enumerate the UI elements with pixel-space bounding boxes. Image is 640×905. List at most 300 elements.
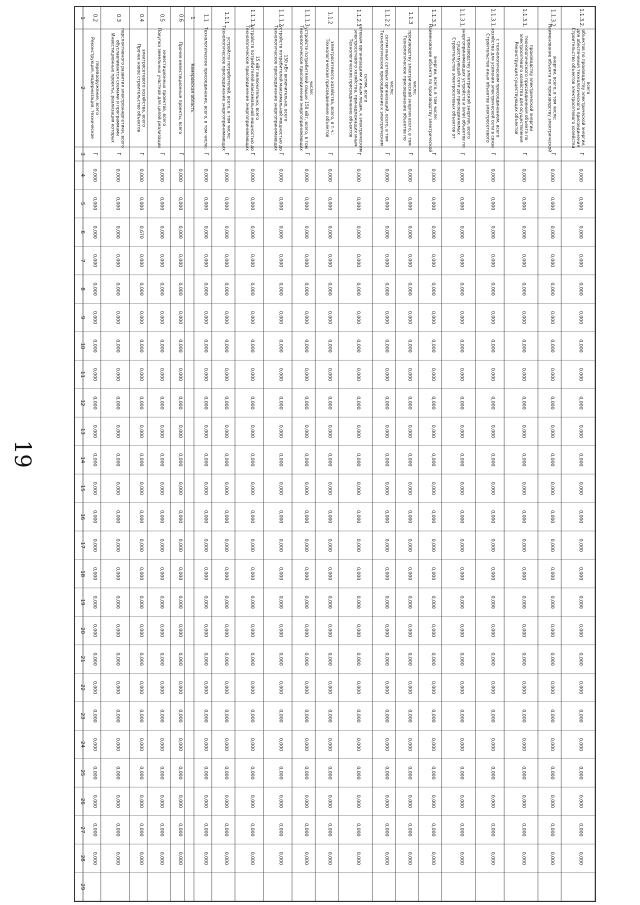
table-cell: 0,000 — [177, 652, 183, 666]
table-cell: 0,000 — [326, 453, 332, 467]
table-cell: 0,000 — [549, 197, 555, 211]
table-cell: 0,000 — [577, 396, 583, 410]
table-cell: 0,000 — [326, 168, 332, 182]
column-number: 9 — [78, 315, 85, 320]
table-cell: 0,000 — [137, 624, 143, 638]
table-cell: 0,000 — [177, 481, 183, 495]
table-cell: 0,000 — [114, 168, 120, 182]
table-cell: 0,000 — [303, 254, 309, 268]
table-cell: 0,000 — [326, 680, 332, 695]
table-cell: 0,000 — [406, 310, 412, 325]
table-cell: 0,000 — [354, 680, 360, 695]
table-cell: 0,000 — [91, 254, 97, 268]
table-cell: 0,000 — [277, 851, 283, 865]
row-unit: Г — [355, 152, 362, 156]
table-cell: 0,000 — [177, 424, 183, 438]
table-cell: 0,000 — [248, 652, 254, 666]
table-cell: 0,000 — [303, 168, 309, 182]
table-cell: 0,000 — [549, 737, 555, 752]
table-cell: 0,000 — [354, 709, 360, 723]
table-cell: 0,000 — [354, 481, 360, 495]
table-cell: 0,000 — [177, 453, 183, 467]
table-cell: 0,000 — [489, 823, 495, 837]
table-cell: 0,000 — [137, 595, 143, 609]
table-cell: 0,000 — [429, 680, 435, 695]
table-cell: 0,000 — [177, 339, 183, 353]
table-cell: 0,000 — [577, 624, 583, 638]
table-cell: 0,000 — [429, 396, 435, 410]
table-cell: 0,000 — [520, 197, 526, 211]
table-cell: 0,000 — [354, 510, 360, 524]
table-cell: 0,000 — [458, 254, 464, 268]
table-cell: 0,000 — [458, 367, 464, 382]
column-number: 10 — [78, 342, 85, 350]
table-cell: 0,000 — [91, 481, 97, 495]
row-code: 1.1.1.3 — [303, 9, 310, 27]
table-cell: 0,000 — [114, 680, 120, 695]
table-cell: 0,000 — [354, 823, 360, 837]
table-cell: 0,000 — [223, 254, 229, 268]
table-cell: 0,000 — [326, 652, 332, 666]
table-cell: 0,000 — [303, 225, 309, 239]
table-cell: 0,000 — [158, 282, 164, 296]
column-number: 29 — [78, 883, 85, 891]
table-cell: 0,000 — [114, 254, 120, 268]
column-number: 26 — [78, 798, 85, 805]
table-cell: 0,000 — [248, 567, 254, 581]
table-cell: 0,000 — [458, 851, 464, 865]
table-cell: 0,000 — [520, 567, 526, 581]
table-cell: 0,000 — [326, 197, 332, 211]
table-cell: 0,000 — [429, 538, 435, 552]
table-cell: 0,000 — [202, 567, 208, 581]
table-cell: 0,000 — [303, 538, 309, 552]
table-cell: 0,000 — [458, 453, 464, 467]
table-cell: 0,000 — [177, 197, 183, 211]
row-description: Реконструкция существующих объектовэлектросетевого хозяйства для осуществлениятехнологического присоединения объекта попроизводству электрической энергии — [513, 33, 534, 143]
row-unit: Г — [303, 152, 310, 156]
table-cell: 0,000 — [520, 310, 526, 325]
row-description: Строительство иных объектов электросетевогохозяйства для усиления электрической сети в связис технологическим присоединением, всего — [484, 28, 500, 148]
table-cell: 0,000 — [458, 282, 464, 296]
table-cell: 0,000 — [354, 851, 360, 865]
table-cell: 0,000 — [177, 794, 183, 808]
table-cell: 0,000 — [91, 282, 97, 296]
table-cell: 0,000 — [303, 339, 309, 353]
table-cell: 0,000 — [202, 310, 208, 325]
table-cell: 0,000 — [303, 652, 309, 666]
table-cell: 0,000 — [177, 538, 183, 552]
table-cell: 0,000 — [177, 254, 183, 268]
table-cell: 0,000 — [549, 168, 555, 182]
table-cell: 0,000 — [429, 652, 435, 666]
table-cell: 0,000 — [429, 624, 435, 638]
table-cell: 0,000 — [277, 823, 283, 837]
table-cell: 0,000 — [489, 538, 495, 552]
table-cell: 0,000 — [458, 624, 464, 638]
table-cell: 0,000 — [202, 709, 208, 723]
table-cell: 0,000 — [303, 624, 309, 638]
table-cell: 0,000 — [277, 367, 283, 382]
row-code: 1.1.1 — [223, 11, 230, 25]
row-code: 0.6 — [177, 14, 184, 22]
row-description: Строительство объектов электросетевого хозяйствадля обеспечения технологического присоединенияобъектов по производству электрической энергии,всего — [570, 27, 591, 149]
table-cell: 0,000 — [303, 766, 309, 780]
table-cell: 0,000 — [91, 567, 97, 581]
table-cell: 0,000 — [326, 709, 332, 723]
table-cell: 0,000 — [277, 339, 283, 353]
row-unit: Г — [520, 152, 527, 156]
table-cell: 0,000 — [177, 823, 183, 837]
table-cell: 0,000 — [137, 510, 143, 524]
table-cell: 0,000 — [223, 709, 229, 723]
table-cell: 0,000 — [577, 367, 583, 382]
table-cell: 0,000 — [248, 737, 254, 752]
table-cell: 0,000 — [137, 396, 143, 410]
table-cell: 0,000 — [406, 225, 412, 239]
table-cell: 0,000 — [277, 624, 283, 638]
table-cell: 0,000 — [489, 367, 495, 382]
row-description: Прочие инвестиционные проекты, всего — [177, 41, 183, 135]
column-number: 7 — [78, 258, 85, 263]
table-cell: 0,000 — [223, 737, 229, 752]
table-cell: 0,000 — [489, 424, 495, 438]
table-cell: 0,000 — [303, 680, 309, 695]
table-cell: 0,000 — [383, 680, 389, 695]
table-cell: 0,000 — [354, 396, 360, 410]
table-cell: 0,000 — [91, 538, 97, 552]
table-cell: 0,000 — [520, 794, 526, 808]
table-cell: 0,000 — [549, 595, 555, 609]
row-description: Технологическое присоединение, всего, в том числе: — [202, 27, 208, 149]
table-cell: 0,000 — [248, 709, 254, 723]
table-cell: 0,000 — [248, 595, 254, 609]
table-cell: 0,000 — [383, 709, 389, 723]
table-cell: 0,000 — [303, 851, 309, 865]
table-cell: 0,000 — [406, 652, 412, 666]
table-cell: 0,000 — [114, 766, 120, 780]
table-cell: 0,000 — [326, 567, 332, 581]
table-cell: 0,000 — [137, 254, 143, 268]
table-cell: 0,000 — [114, 737, 120, 752]
table-cell: 0,000 — [91, 453, 97, 467]
table-cell: 0,000 — [458, 396, 464, 410]
row-description: Технологическое присоединение объектовэлектросетевого хозяйства, всего, в т.ч.: — [323, 38, 334, 138]
table-cell: 0,000 — [326, 282, 332, 296]
row-code: 1.1.2 — [326, 11, 333, 25]
table-cell: 0,000 — [177, 225, 183, 239]
row-unit: Г — [577, 152, 584, 156]
table-cell: 0,000 — [223, 766, 229, 780]
table-cell: 0,000 — [277, 310, 283, 325]
table-cell: 0,000 — [177, 709, 183, 723]
table-cell: 0,000 — [489, 709, 495, 723]
table-cell: 0,000 — [326, 538, 332, 552]
table-cell: 0,000 — [520, 766, 526, 780]
table-cell: 0,000 — [577, 310, 583, 325]
table-cell: 0,000 — [277, 197, 283, 211]
table-cell: 0,000 — [91, 652, 97, 666]
table-cell: 0,000 — [137, 538, 143, 552]
table-cell: 0,000 — [91, 197, 97, 211]
table-cell: 0,000 — [354, 794, 360, 808]
table-cell: 0,000 — [158, 680, 164, 695]
table-cell: 0,000 — [303, 396, 309, 410]
table-cell: 0,000 — [549, 680, 555, 695]
table-cell: 0,000 — [577, 595, 583, 609]
table-cell: 0,000 — [383, 197, 389, 211]
row-code: 1.1.3.1 — [429, 9, 436, 27]
table-cell: 0,000 — [520, 339, 526, 353]
table-cell: 0,000 — [354, 282, 360, 296]
table-cell: 0,000 — [326, 794, 332, 808]
table-cell: 0,000 — [383, 794, 389, 808]
table-cell: 0,000 — [489, 680, 495, 695]
table-cell: 0,000 — [489, 624, 495, 638]
table-cell: 0,000 — [354, 424, 360, 438]
table-cell: 0,000 — [489, 737, 495, 752]
table-cell: 0,000 — [114, 794, 120, 808]
table-cell: 0,000 — [177, 680, 183, 695]
table-cell: 0,000 — [303, 481, 309, 495]
column-number: 15 — [78, 485, 85, 492]
table-cell: 0,000 — [303, 737, 309, 752]
table-cell: 0,670 — [137, 225, 143, 239]
table-cell: 0,000 — [326, 424, 332, 438]
table-cell: 0,000 — [202, 339, 208, 353]
table-cell: 0,000 — [489, 766, 495, 780]
table-cell: 0,000 — [137, 851, 143, 865]
table-cell: 0,000 — [489, 595, 495, 609]
table-cell: 0,000 — [383, 567, 389, 581]
table-cell: 0,000 — [354, 652, 360, 666]
column-number: 22 — [78, 684, 85, 691]
table-cell: 0,000 — [383, 823, 389, 837]
table-cell: 0,000 — [458, 197, 464, 211]
table-cell: 0,000 — [158, 823, 164, 837]
row-code: 1.1.2.2 — [383, 9, 390, 27]
table-cell: 0,000 — [429, 567, 435, 581]
table-cell: 0,000 — [177, 396, 183, 410]
table-cell: 0,000 — [137, 737, 143, 752]
row-description: Технологическое присоединение энергопринимающихустройств потребителей, всего, в том числе: — [220, 25, 231, 151]
table-cell: 0,000 — [158, 851, 164, 865]
table-cell: 0,000 — [114, 225, 120, 239]
table-cell: 0,000 — [303, 567, 309, 581]
table-cell: 0,000 — [429, 823, 435, 837]
table-cell: 0,000 — [114, 396, 120, 410]
table-cell: 0,000 — [520, 282, 526, 296]
table-cell: 0,000 — [277, 595, 283, 609]
table-cell: 0,000 — [277, 481, 283, 495]
table-cell: 0,000 — [223, 168, 229, 182]
table-cell: 0,000 — [406, 396, 412, 410]
table-cell: 0,000 — [223, 595, 229, 609]
column-number: 4 — [78, 173, 85, 177]
table-cell: 0,000 — [91, 737, 97, 752]
table-cell: 0,000 — [303, 510, 309, 524]
table-cell: 0,000 — [354, 737, 360, 752]
table-cell: 0,000 — [326, 595, 332, 609]
table-cell: 0,000 — [202, 197, 208, 211]
column-number: 24 — [78, 741, 85, 748]
table-cell: 0,000 — [458, 823, 464, 837]
table-cell: 0,000 — [549, 310, 555, 325]
table-cell: 0,000 — [458, 481, 464, 495]
table-cell: 0,000 — [303, 595, 309, 609]
table-cell: 0,000 — [248, 197, 254, 211]
table-cell: 0,000 — [158, 453, 164, 467]
table-cell: 0,000 — [383, 254, 389, 268]
row-unit: Г — [223, 152, 230, 156]
column-number: 5 — [78, 202, 85, 206]
table-cell: 0,000 — [429, 510, 435, 524]
table-cell: 0,000 — [202, 510, 208, 524]
table-cell: 0,000 — [326, 310, 332, 325]
table-cell: 0,000 — [277, 168, 283, 182]
row-unit: Г — [383, 152, 390, 156]
table-cell: 0,000 — [406, 794, 412, 808]
table-cell: 0,000 — [406, 538, 412, 552]
table-cell: 0,000 — [520, 823, 526, 837]
table-cell: 0,000 — [223, 624, 229, 638]
table-cell: 0,000 — [383, 851, 389, 865]
row-code: 1.1.3.1. — [520, 8, 527, 28]
table-cell: 0,000 — [137, 310, 143, 325]
table-cell: 0,000 — [137, 453, 143, 467]
table-cell: 0,000 — [114, 481, 120, 495]
table-cell: 0,000 — [549, 424, 555, 438]
table-cell: 0,000 — [429, 453, 435, 467]
table-cell: 0,000 — [577, 424, 583, 438]
table-cell: 0,000 — [114, 367, 120, 382]
table-cell: 0,000 — [549, 652, 555, 666]
table-cell: 0,000 — [137, 567, 143, 581]
table-cell: 0,000 — [326, 396, 332, 410]
table-cell: 0,000 — [577, 737, 583, 752]
row-unit: Г — [277, 152, 284, 156]
row-unit: Г — [406, 152, 413, 156]
row-description: Технологическое присоединение объектовэлектросетевого хозяйства, принадлежащих инымсетевым организациям и иным лицам, к электрическимсетям, всего — [347, 24, 368, 152]
table-cell: 0,000 — [429, 310, 435, 325]
row-description: Наименование объекта по производству электрическойэнергии, всего, в том числе: — [427, 23, 438, 153]
table-cell: 0,000 — [303, 282, 309, 296]
table-cell: 0,000 — [303, 794, 309, 808]
table-cell: 0,000 — [114, 851, 120, 865]
table-cell: 0,000 — [549, 396, 555, 410]
table-cell: 0,000 — [549, 453, 555, 467]
row-description: Реконструкция, модернизация, техническоеперевооружение, всего — [88, 37, 99, 139]
table-cell: 0,000 — [114, 823, 120, 837]
table-cell: 0,000 — [429, 794, 435, 808]
table-cell: 0,000 — [577, 168, 583, 182]
table-cell: 0,000 — [489, 225, 495, 239]
table-cell: 0,000 — [277, 794, 283, 808]
table-cell: 0,000 — [202, 595, 208, 609]
row-unit: Г — [91, 152, 98, 156]
table-cell: 0,000 — [354, 567, 360, 581]
table-cell: 0,000 — [383, 652, 389, 666]
table-cell: 0,000 — [429, 766, 435, 780]
table-cell: 0,000 — [520, 168, 526, 182]
table-cell: 0,000 — [158, 595, 164, 609]
table-cell: 0,000 — [202, 481, 208, 495]
column-number: 21 — [78, 655, 85, 663]
table-cell: 0,000 — [549, 339, 555, 353]
table-cell: 0,000 — [277, 652, 283, 666]
table-cell: 0,000 — [406, 254, 412, 268]
table-cell: 0,000 — [489, 339, 495, 353]
table-cell: 0,000 — [248, 396, 254, 410]
table-cell: 0,000 — [383, 396, 389, 410]
row-description: Технологическое присоединение энергопринимающихустройств потребителей максимальной мощностью до150 кВт включительно, всего — [272, 25, 288, 151]
table-cell: 0,000 — [549, 254, 555, 268]
row-code: 0.3 — [114, 14, 121, 22]
table-cell: 0,000 — [458, 652, 464, 666]
table-cell: 0,000 — [158, 197, 164, 211]
column-number: 11 — [78, 371, 85, 378]
table-cell: 0,000 — [549, 766, 555, 780]
table-cell: 0,000 — [223, 225, 229, 239]
table-cell: 0,000 — [520, 737, 526, 752]
row-code: 1.1.1.1 — [249, 9, 256, 27]
table-cell: 0,000 — [549, 709, 555, 723]
table-cell: 0,000 — [277, 737, 283, 752]
table-cell: 0,000 — [489, 481, 495, 495]
table-cell: 0,000 — [577, 680, 583, 695]
table-cell: 0,000 — [326, 367, 332, 382]
table-cell: 0,000 — [406, 197, 412, 211]
table-cell: 0,000 — [549, 567, 555, 581]
row-code: 1.1.2.1 — [355, 9, 362, 27]
table-cell: 0,000 — [137, 709, 143, 723]
row-code: 1.1.3.2 — [549, 9, 556, 27]
row-description: Кемеровская область — [188, 63, 194, 113]
table-cell: 0,000 — [248, 282, 254, 296]
table-cell: 0,000 — [520, 851, 526, 865]
page-number: 19 — [9, 440, 34, 468]
table-cell: 0,000 — [223, 567, 229, 581]
data-table — [74, 6, 596, 902]
table-cell: 0,000 — [406, 453, 412, 467]
table-cell: 0,000 — [406, 481, 412, 495]
table-cell: 0,000 — [577, 453, 583, 467]
row-description: Строительство электросетевых объектов отсуществующей сети до присоединяемыхэнергопринимающих устройств и (или) объектов попроизводству электрической энергии, всего — [450, 28, 471, 148]
table-cell: 0,000 — [91, 168, 97, 182]
table-cell: 0,000 — [202, 680, 208, 695]
table-cell: 0,000 — [158, 168, 164, 182]
table-cell: 0,000 — [158, 652, 164, 666]
table-cell: 0,000 — [177, 737, 183, 752]
table-cell: 0,000 — [489, 510, 495, 524]
row-unit: Г — [489, 152, 496, 156]
table-cell: 0,000 — [202, 282, 208, 296]
table-cell: 0,000 — [520, 367, 526, 382]
table-cell: 0,000 — [429, 254, 435, 268]
table-cell: 0,000 — [383, 282, 389, 296]
row-description: Наименование объекта по производству электрическойэнергии, всего, в том числе: — [546, 23, 557, 153]
table-cell: 0,000 — [520, 624, 526, 638]
row-description: Прочее новое строительство объектовэлектросетевого хозяйства, всего — [135, 43, 146, 133]
column-number: 2 — [78, 86, 85, 90]
table-cell: 0,000 — [549, 624, 555, 638]
table-cell: 0,000 — [158, 624, 164, 638]
table-cell: 0,000 — [158, 424, 164, 438]
table-cell: 0,000 — [91, 225, 97, 239]
table-cell: 0,000 — [458, 567, 464, 581]
row-code: 1.1.3.2. — [577, 8, 584, 28]
table-cell: 0,000 — [406, 367, 412, 382]
